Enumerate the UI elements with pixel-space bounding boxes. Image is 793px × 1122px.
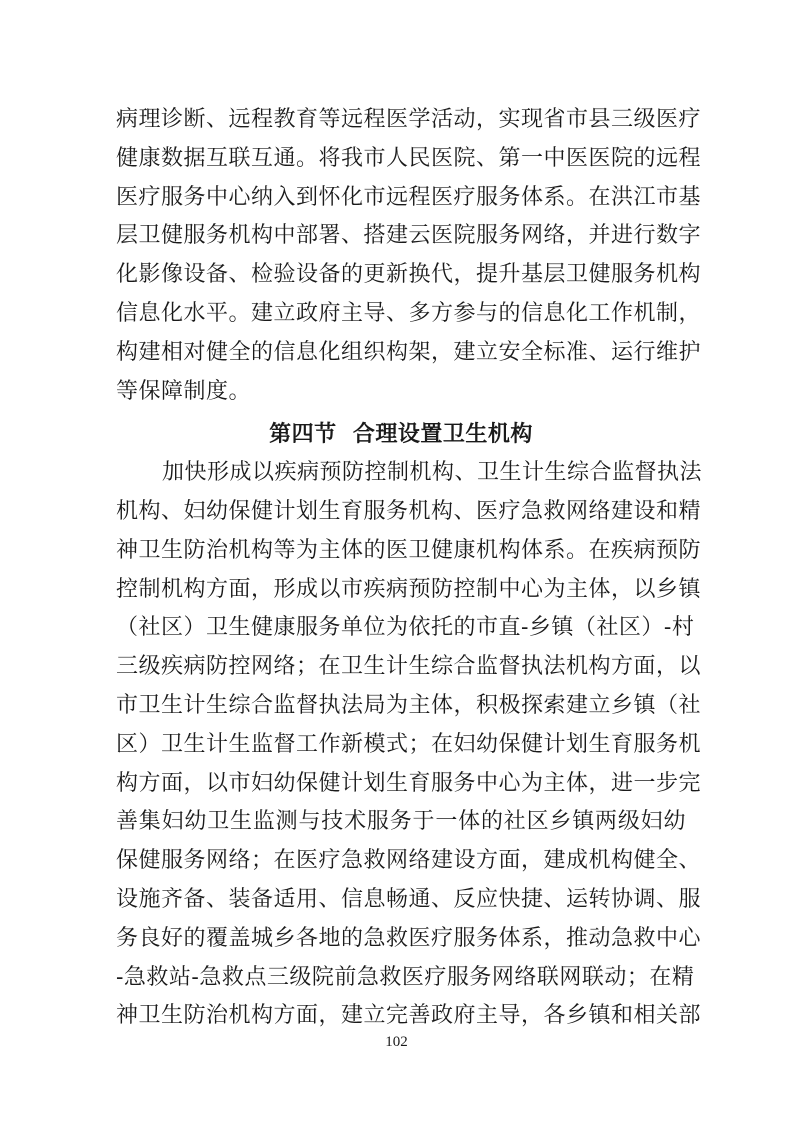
paragraph-line: 三级疾病防控网络；在卫生计生综合监督执法机构方面，以 bbox=[116, 654, 702, 680]
paragraph-line: 市卫生计生综合监督执法局为主体，积极探索建立乡镇（社 bbox=[116, 693, 702, 718]
paragraph-line: 健康数据互联互通。将我市人民医院、第一中医医院的远程 bbox=[116, 145, 702, 171]
paragraph-line: 设施齐备、装备适用、信息畅通、反应快捷、运转协调、服 bbox=[116, 887, 702, 912]
paragraph-line: 机构、妇幼保健计划生育服务机构、医疗急救网络建设和精 bbox=[116, 499, 702, 524]
paragraph-line: 区）卫生计生监督工作新模式；在妇幼保健计划生育服务机 bbox=[116, 731, 702, 757]
page-number: 102 bbox=[385, 1034, 408, 1050]
paragraph-line: 务良好的覆盖城乡各地的急救医疗服务体系，推动急救中心 bbox=[116, 925, 702, 951]
paragraph-line: 善集妇幼卫生监测与技术服务于一体的社区乡镇两级妇幼 bbox=[116, 809, 686, 835]
paragraph-line: 保健服务网络；在医疗急救网络建设方面，建成机构健全、 bbox=[116, 848, 702, 874]
paragraph-line: 信息化水平。建立政府主导、多方参与的信息化工作机制， bbox=[116, 301, 702, 326]
paragraph-line: 层卫健服务机构中部署、搭建云医院服务网络，并进行数字 bbox=[116, 223, 702, 249]
section-heading: 第四节 合理设置卫生机构 bbox=[269, 421, 533, 448]
paragraph-line: 等保障制度。 bbox=[116, 378, 252, 404]
paragraph-line: 控制机构方面，形成以市疾病预防控制中心为主体，以乡镇 bbox=[116, 576, 702, 602]
paragraph-line: 加快形成以疾病预防控制机构、卫生计生综合监督执法 bbox=[162, 460, 703, 486]
paragraph-line: 神卫生防治机构等为主体的医卫健康机构体系。在疾病预防 bbox=[116, 537, 702, 563]
paragraph-line: 化影像设备、检验设备的更新换代，提升基层卫健服务机构 bbox=[116, 262, 702, 288]
paragraph-line: 病理诊断、远程教育等远程医学活动，实现省市县三级医疗 bbox=[116, 107, 702, 132]
paragraph-line: 构方面，以市妇幼保健计划生育服务中心为主体，进一步完 bbox=[116, 770, 702, 796]
paragraph-line: 构建相对健全的信息化组织构架，建立安全标准、运行维护 bbox=[116, 339, 702, 365]
paragraph-line: -急救站-急救点三级院前急救医疗服务网络联网联动；在精 bbox=[116, 964, 695, 990]
paragraph-line: （社区）卫生健康服务单位为依托的市直-乡镇（社区）-村 bbox=[116, 615, 695, 641]
paragraph-line: 神卫生防治机构方面，建立完善政府主导，各乡镇和相关部 bbox=[116, 1003, 702, 1029]
paragraph-line: 医疗服务中心纳入到怀化市远程医疗服务体系。在洪江市基 bbox=[116, 184, 702, 210]
